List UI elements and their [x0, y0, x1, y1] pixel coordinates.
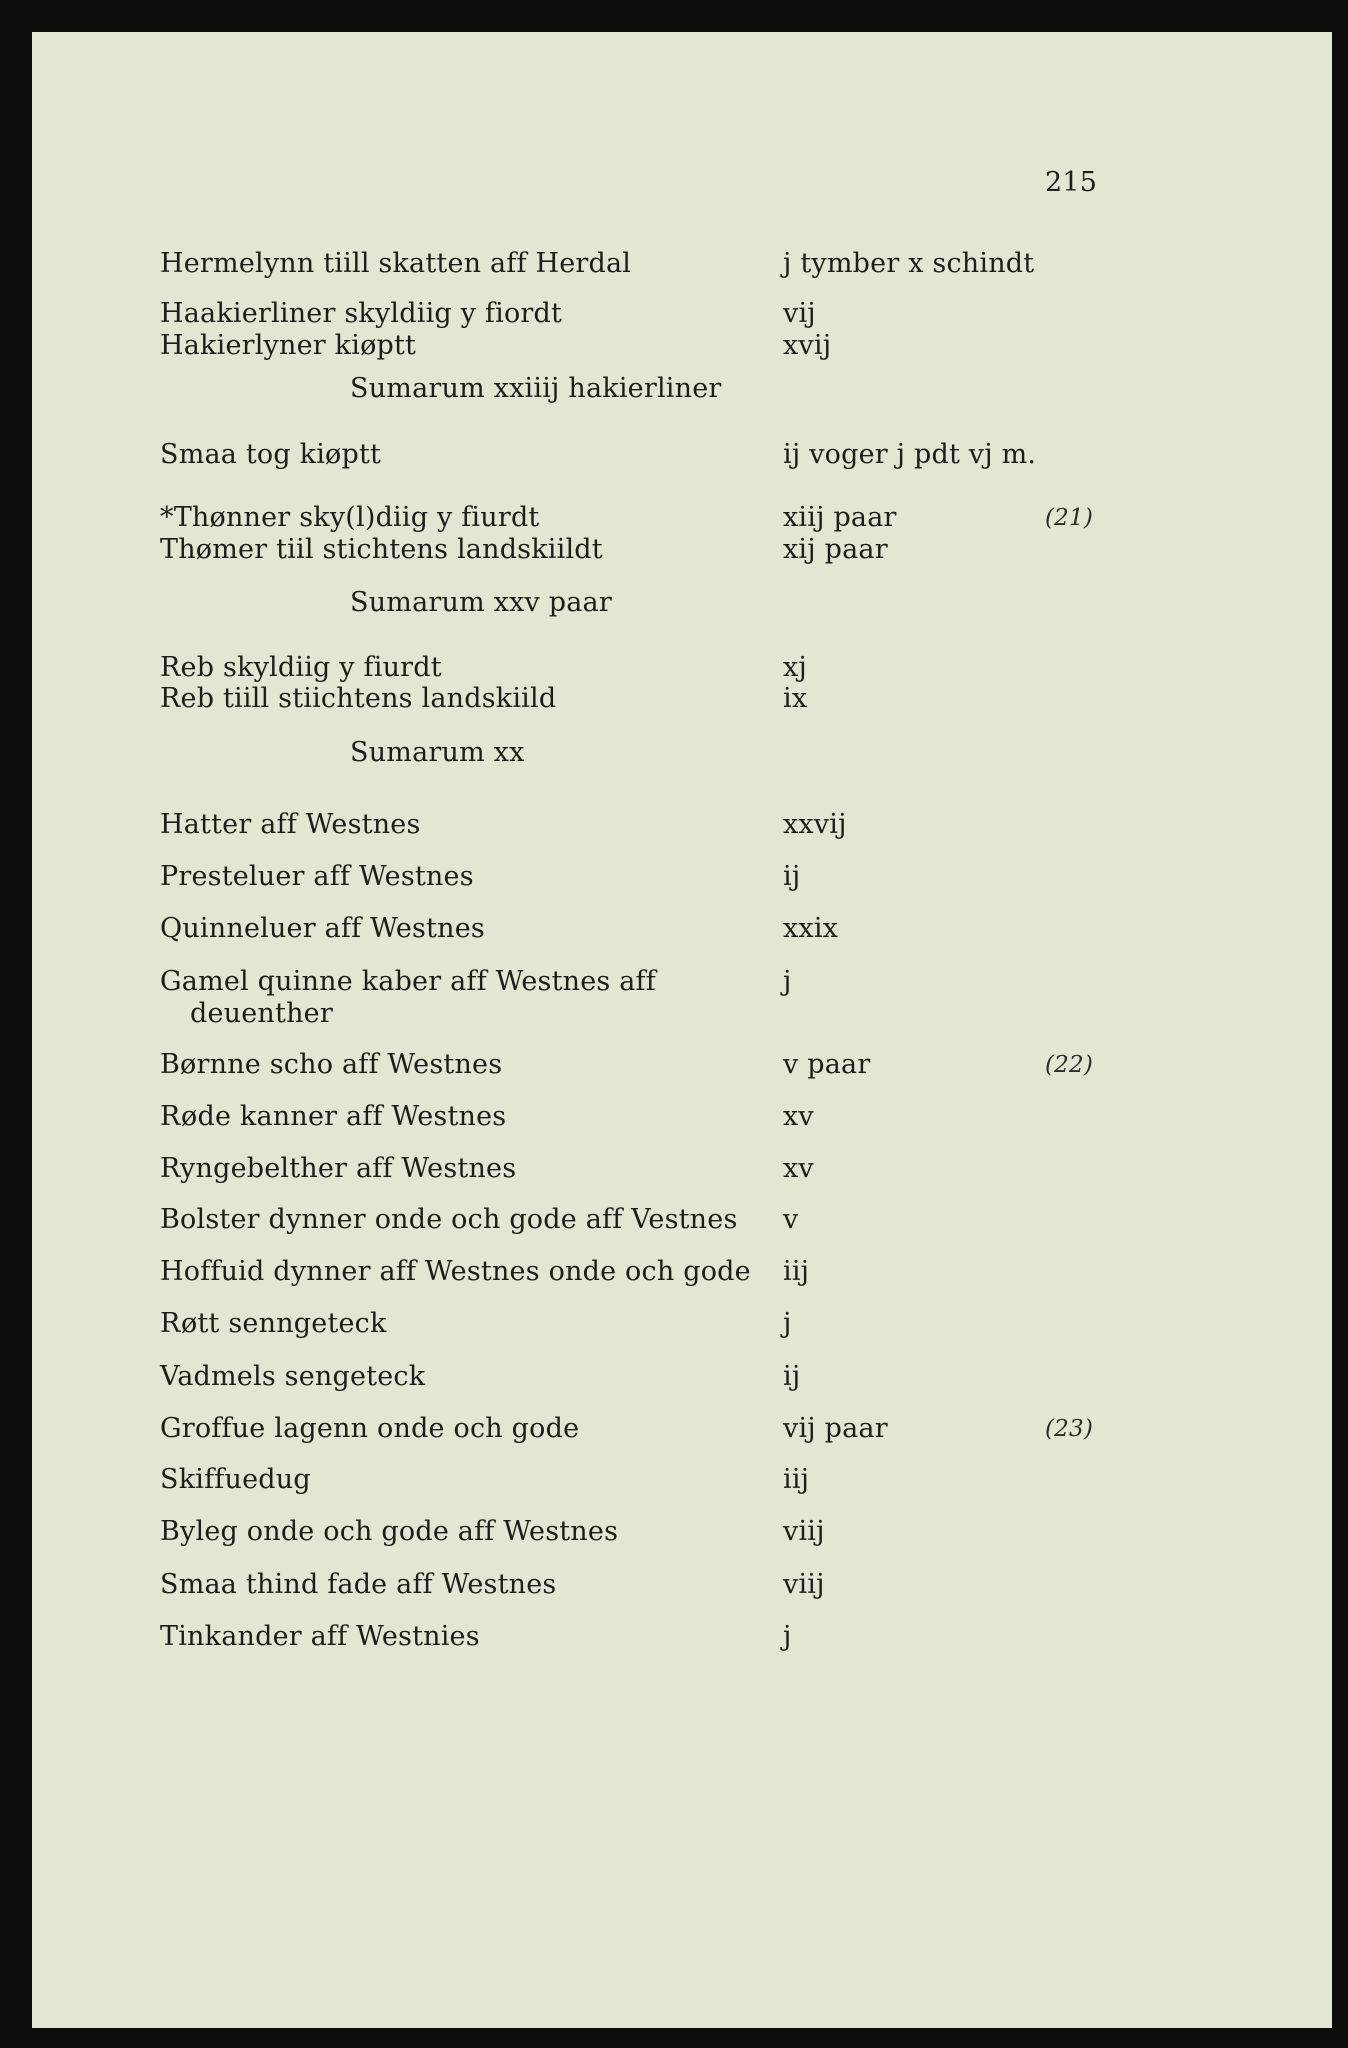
- entry-value: xiij paar: [783, 502, 897, 533]
- entry-label: Skiffuedug: [160, 1464, 311, 1495]
- entry-label: Gamel quinne kaber aff Westnes aff: [160, 966, 656, 997]
- entry-value: vij paar: [783, 1413, 888, 1444]
- entry-value: viij: [783, 1569, 825, 1600]
- footnote-marker: (21): [1045, 505, 1094, 531]
- entry-label: Hatter aff Westnes: [160, 809, 421, 840]
- entry-label: Hoffuid dynner aff Westnes onde och gode: [160, 1256, 751, 1287]
- entry-value: xij paar: [783, 534, 888, 565]
- entry-value: j: [783, 966, 792, 997]
- entry-label: Byleg onde och gode aff Westnes: [160, 1516, 619, 1547]
- page-number: 215: [1045, 167, 1098, 198]
- entry-label: Bolster dynner onde och gode aff Vestnes: [160, 1204, 738, 1235]
- entry-value: j: [783, 1621, 792, 1652]
- entry-label: *Thønner sky(l)diig y fiurdt: [160, 502, 540, 533]
- entry-value: ij voger j pdt vj m.: [783, 439, 1037, 470]
- footnote-marker: (23): [1045, 1416, 1094, 1442]
- entry-value: v paar: [783, 1049, 871, 1080]
- entry-value: v: [783, 1204, 799, 1235]
- entry-value: xv: [783, 1153, 814, 1184]
- entry-label: Quinneluer aff Westnes: [160, 913, 485, 944]
- entry-label: Haakierliner skyldiig y fiordt: [160, 298, 563, 329]
- entry-value: ij: [783, 861, 801, 892]
- entry-label: Thømer tiil stichtens landskiildt: [160, 534, 603, 565]
- entry-label: Røtt senngeteck: [160, 1308, 387, 1339]
- entry-value: ix: [783, 683, 808, 714]
- entry-value: ij: [783, 1361, 801, 1392]
- entry-value: xxvij: [783, 809, 847, 840]
- entry-label: Presteluer aff Westnes: [160, 861, 474, 892]
- entry-value: iij: [783, 1256, 810, 1287]
- entry-label: Børnne scho aff Westnes: [160, 1049, 503, 1080]
- sum-line: Sumarum xxv paar: [350, 587, 612, 618]
- entry-value: xxix: [783, 913, 839, 944]
- entry-value: j: [783, 1308, 792, 1339]
- entry-value: iij: [783, 1464, 810, 1495]
- entry-label: Groffue lagenn onde och gode: [160, 1413, 580, 1444]
- entry-label: Smaa tog kiøptt: [160, 439, 382, 470]
- entry-value: viij: [783, 1516, 825, 1547]
- entry-label: Vadmels sengeteck: [160, 1361, 426, 1392]
- entry-label: Reb skyldiig y fiurdt: [160, 652, 442, 683]
- entry-label: Hakierlyner kiøptt: [160, 330, 417, 361]
- document-page: [32, 32, 1332, 2028]
- entry-value: xj: [783, 652, 807, 683]
- entry-label: Tinkander aff Westnies: [160, 1621, 480, 1652]
- entry-value: xv: [783, 1101, 814, 1132]
- sum-line: Sumarum xx: [350, 737, 525, 768]
- entry-label: Røde kanner aff Westnes: [160, 1101, 507, 1132]
- entry-label: Reb tiill stiichtens landskiild: [160, 683, 557, 714]
- footnote-marker: (22): [1045, 1052, 1094, 1078]
- entry-value: xvij: [783, 330, 832, 361]
- entry-value: vij: [783, 298, 816, 329]
- entry-label: Smaa thind fade aff Westnes: [160, 1569, 557, 1600]
- sum-line: Sumarum xxiiij hakierliner: [350, 373, 722, 404]
- entry-label: Ryngebelther aff Westnes: [160, 1153, 517, 1184]
- entry-label: Hermelynn tiill skatten aff Herdal: [160, 248, 632, 279]
- entry-label-continuation: deuenther: [190, 998, 333, 1029]
- entry-value: j tymber x schindt: [783, 248, 1035, 279]
